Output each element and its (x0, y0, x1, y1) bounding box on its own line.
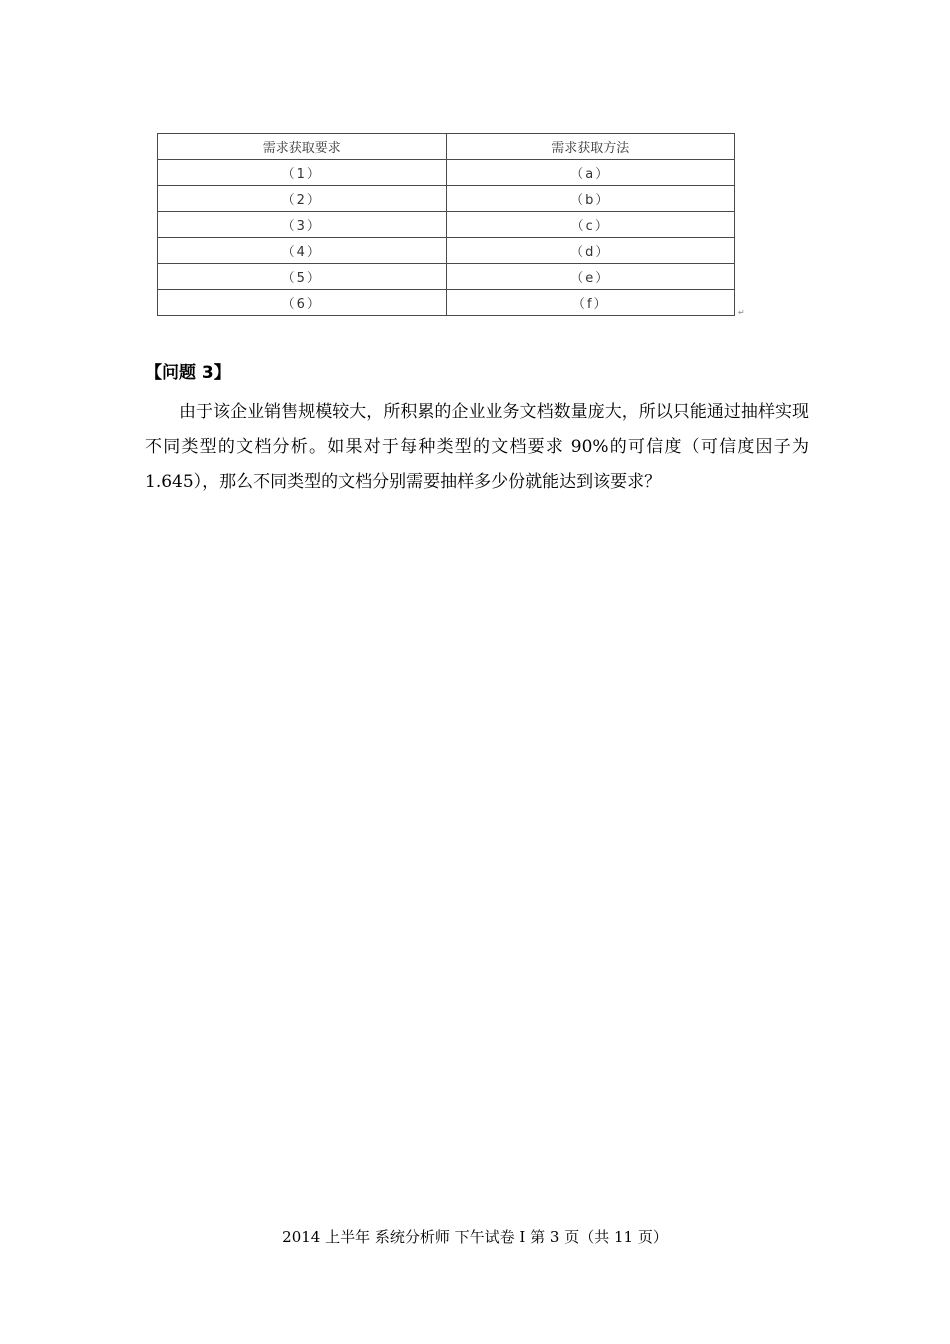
question-heading: 【问题 3】 (145, 363, 231, 383)
requirements-table (157, 133, 735, 316)
table-row (158, 160, 735, 186)
table-header-row (158, 134, 735, 160)
column-header-requirement: 需求获取要求 (158, 134, 447, 160)
paragraph-mark-icon: ↵ (738, 308, 745, 317)
requirement-cell: （4） (158, 238, 447, 264)
table-row (158, 264, 735, 290)
method-cell: （e） (446, 264, 735, 290)
requirement-cell: （1） (158, 160, 447, 186)
requirement-cell: （5） (158, 264, 447, 290)
table-row (158, 186, 735, 212)
method-cell: （a） (446, 160, 735, 186)
requirement-cell: （2） (158, 186, 447, 212)
question-body: 由于该企业销售规模较大，所积累的企业业务文档数量庞大，所以只能通过抽样实现不同类型的文档分析。如果对于每种类型的文档要求 90%的可信度（可信度因子为 1.645），那么不同类型的文档分别需要抽样多少份就能达到该要求？ (145, 402, 809, 492)
table-row (158, 212, 735, 238)
column-header-method: 需求获取方法 (446, 134, 735, 160)
method-cell: （c） (446, 212, 735, 238)
page-footer: 2014 上半年 系统分析师 下午试卷 I 第 3 页（共 11 页） (282, 1228, 668, 1246)
method-cell: （f） (446, 290, 735, 316)
method-cell: （b） (446, 186, 735, 212)
requirement-cell: （3） (158, 212, 447, 238)
table-row (158, 290, 735, 316)
method-cell: （d） (446, 238, 735, 264)
requirement-cell: （6） (158, 290, 447, 316)
table-row (158, 238, 735, 264)
